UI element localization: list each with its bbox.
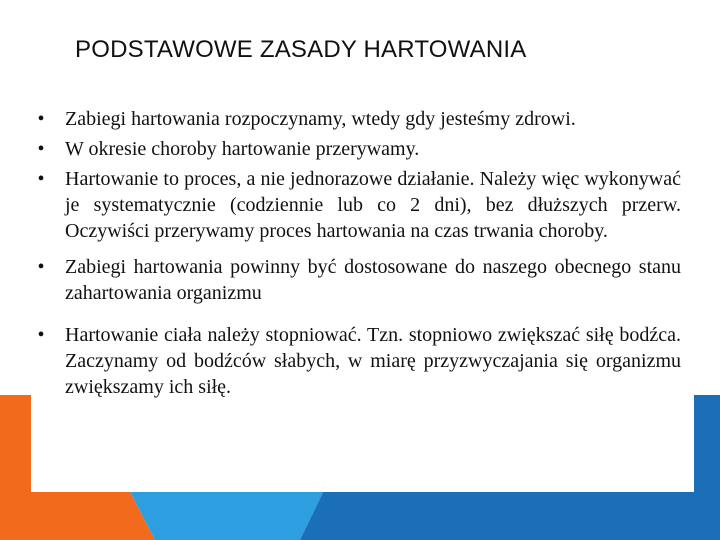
bullet-list bbox=[33, 106, 681, 400]
bullet-icon: • bbox=[37, 324, 45, 346]
list-item bbox=[33, 136, 681, 162]
bullet-text: Hartowanie to proces, a nie jednorazowe działanie. Należy więc wykonywać je systematycznie (codziennie lub co 2 dni), bez dłuższych przerw. Oczywiści przerywamy proces hartowania na czas trwania choroby. bbox=[65, 168, 681, 242]
bullet-text: Zabiegi hartowania rozpoczynamy, wtedy gdy jesteśmy zdrowi. bbox=[65, 108, 576, 130]
bullet-icon: • bbox=[37, 168, 45, 190]
bullet-icon: • bbox=[37, 138, 45, 160]
list-item bbox=[33, 166, 681, 244]
slide-content bbox=[33, 106, 681, 410]
bullet-icon: • bbox=[37, 108, 45, 130]
slide-title: PODSTAWOWE ZASADY HARTOWANIA bbox=[75, 36, 527, 63]
bullet-text: Zabiegi hartowania powinny być dostosowane do naszego obecnego stanu zahartowania organizmu bbox=[65, 256, 681, 304]
bullet-icon: • bbox=[37, 256, 45, 278]
list-item bbox=[33, 254, 681, 306]
bullet-text: W okresie choroby hartowanie przerywamy. bbox=[65, 138, 420, 160]
list-item bbox=[33, 322, 681, 400]
bullet-text: Hartowanie ciała należy stopniować. Tzn. stopniowo zwiększać siłę bodźca. Zaczynamy od bodźców słabych, w miarę przyzwyczajania się organizmu zwiększamy ich siłę. bbox=[65, 324, 681, 398]
list-item bbox=[33, 106, 681, 132]
